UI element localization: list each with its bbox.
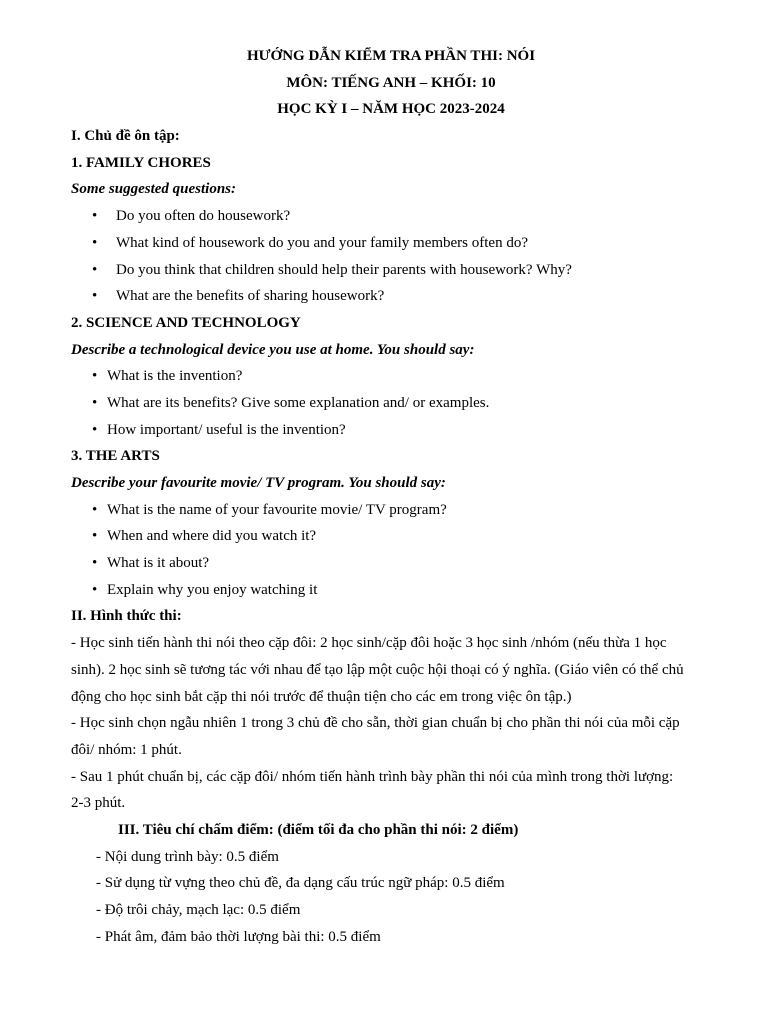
paragraph-line: 2-3 phút. (71, 795, 126, 812)
list-item: • How important/ useful is the invention? (71, 417, 711, 444)
list-item: • Do you think that children should help their parents with housework? Why? (71, 257, 711, 284)
list-item: • Explain why you enjoy watching it (71, 577, 711, 604)
bullet-icon: • (92, 208, 98, 225)
paragraph-line: - Học sinh tiến hành thi nói theo cặp đôi: 2 học sinh/cặp đôi hoặc 3 học sinh /nhóm (nếu thừa 1 học (71, 635, 667, 652)
list-item: • What is it about? (71, 550, 711, 577)
criteria-item: - Nội dung trình bày: 0.5 điểm (96, 848, 279, 865)
section-2-heading: II. Hình thức thi: (71, 608, 182, 625)
paragraph-line: sinh). 2 học sinh sẽ tương tác với nhau để tạo lập một cuộc hội thoại có ý nghĩa. (Giáo viên có thể chủ (71, 661, 684, 678)
list-item: • What is the invention? (71, 363, 711, 390)
topic-2-heading: 2. SCIENCE AND TECHNOLOGY (71, 314, 301, 331)
section-1-heading: I. Chủ đề ôn tập: (71, 128, 180, 145)
bullet-icon: • (92, 528, 98, 545)
criteria-item: - Phát âm, đảm bảo thời lượng bài thi: 0.5 điểm (96, 928, 381, 945)
criteria-item: - Sử dụng từ vựng theo chủ đề, đa dạng cấu trúc ngữ pháp: 0.5 điểm (96, 875, 505, 892)
topic-2-prompt: Describe a technological device you use at home. You should say: (71, 341, 475, 358)
paragraph-line: - Học sinh chọn ngẫu nhiên 1 trong 3 chủ đề cho sẵn, thời gian chuẩn bị cho phần thi nói của mỗi cặp (71, 715, 680, 732)
list-item: • What are the benefits of sharing housework? (71, 283, 711, 310)
bullet-icon: • (92, 288, 98, 305)
doc-subject: MÔN: TIẾNG ANH – KHỐI: 10 (286, 74, 496, 91)
list-item: • Do you often do housework? (71, 203, 711, 230)
criteria-item: - Độ trôi chảy, mạch lạc: 0.5 điểm (96, 902, 301, 918)
list-item: • When and where did you watch it? (71, 523, 711, 550)
paragraph-line: động cho học sinh bắt cặp thi nói trước để thuận tiện cho các em trong việc ôn tập.) (71, 688, 572, 705)
paragraph-line: - Sau 1 phút chuẩn bị, các cặp đôi/ nhóm tiến hành trình bày phần thi nói của mình trong thời lượng: (71, 768, 674, 785)
document-page (71, 43, 711, 950)
list-item: • What kind of housework do you and your family members often do? (71, 230, 711, 257)
section-3-heading: III. Tiêu chí chấm điểm: (điểm tối đa cho phần thi nói: 2 điểm) (118, 821, 519, 838)
bullet-icon: • (92, 394, 98, 411)
topic-3-prompt: Describe your favourite movie/ TV program. You should say: (71, 475, 446, 491)
doc-title: HƯỚNG DẪN KIỂM TRA PHẦN THI: NÓI (246, 48, 536, 64)
bullet-icon: • (92, 421, 98, 438)
bullet-icon: • (92, 501, 98, 518)
topic-1-heading: 1. FAMILY CHORES (71, 154, 211, 171)
doc-term: HỌC KỲ I – NĂM HỌC 2023-2024 (277, 101, 505, 118)
paragraph-line: đôi/ nhóm: 1 phút. (71, 741, 182, 758)
bullet-icon: • (92, 581, 98, 598)
topic-1-prompt: Some suggested questions: (71, 181, 237, 198)
bullet-icon: • (92, 368, 98, 385)
bullet-icon: • (92, 234, 98, 251)
bullet-icon: • (92, 555, 98, 572)
bullet-icon: • (92, 261, 98, 278)
list-item: • What are its benefits? Give some explanation and/ or examples. (71, 390, 711, 417)
list-item: • What is the name of your favourite movie/ TV program? (71, 497, 711, 524)
topic-3-heading: 3. THE ARTS (71, 448, 160, 465)
